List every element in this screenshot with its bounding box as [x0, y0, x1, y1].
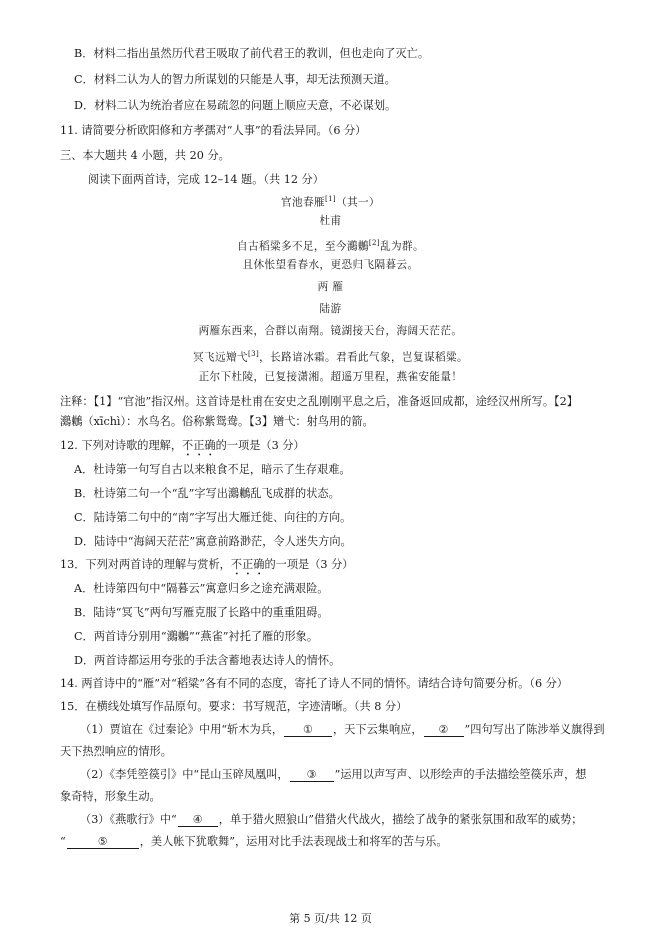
q15-part3-cont: “ ⑤ ，美人帐下犹歌舞”，运用对比手法表现战士和将军的苦与乐。 — [60, 835, 448, 848]
option-q10-c: C．材料二认为人的智力所谋划的只能是人事，却无法预测天道。 — [74, 73, 396, 86]
blank-4[interactable]: ④ — [178, 813, 218, 827]
poem2-line1: 两雁东西来，合群以南翔。镜湖接天台，海阔天茫茫。 — [198, 325, 463, 337]
notes-line1: 注释：【1】“官池”指汉州。这首诗是杜甫在安史之乱刚刚平息之后，准备返回成都，途经汉州所写。【2】 — [60, 395, 578, 408]
blank-5[interactable]: ⑤ — [67, 835, 139, 849]
poem1-line1: 自古稻粱多不足，至今鸂鶒[2]乱为群。 — [236, 239, 425, 253]
q15-part2: （2）《李凭箜篌引》中“昆山玉碎凤凰叫， ③ ”运用以声写声、以形绘声的手法描绘箜篌乐声，想 — [80, 768, 587, 781]
section-heading: 三、本大题共 4 小题，共 20 分。 — [60, 149, 230, 162]
q13-option-a: A．杜诗第四句中“隔暮云”寓意归乡之途充满艰险。 — [74, 582, 329, 595]
q13-option-d: D．两首诗都运用夸张的手法含蓄地表达诗人的情怀。 — [74, 654, 341, 667]
poem2-line3: 正尔下杜陵，已复接潇湘。超遥万里程，燕雀安能量！ — [198, 371, 463, 383]
blank-1[interactable]: ① — [284, 723, 332, 737]
page-number: 第 5 页/共 12 页 — [289, 912, 372, 925]
q12-option-b: B．杜诗第二句一个“乱”字写出鸂鶒乱飞成群的状态。 — [74, 487, 340, 500]
reading-intro: 阅读下面两首诗，完成 12–14 题。（共 12 分） — [88, 173, 324, 186]
footer-divider — [40, 903, 621, 904]
question-15-stem: 15．在横线处填写作品原句。要求：书写规范，字迹清晰。（共 8 分） — [60, 700, 408, 713]
q13-option-b: B．陆诗“冥飞”两句写雁克服了长路中的重重阻碍。 — [74, 606, 329, 619]
poem1-title: 官池春雁[1]（其一） — [280, 195, 381, 209]
question-12-stem: 12. 下列对诗歌的理解，不正确的一项是（3 分） — [60, 439, 305, 452]
option-q10-b: B．材料二指出虽然历代君王吸取了前代君王的教训，但也走向了灭亡。 — [74, 47, 430, 60]
q12-option-d: D．陆诗中“海阔天茫茫”寓意前路渺茫，令人迷失方向。 — [74, 535, 352, 548]
q15-part1: （1）贾谊在《过秦论》中用“斩木为兵， ① ，天下云集响应， ② ”四句写出了陈涉举义旗得到 — [80, 723, 605, 736]
q15-part1-cont: 天下热烈响应的情形。 — [60, 745, 172, 758]
question-11: 11. 请简要分析欧阳修和方孝孺对“人事”的看法异同。（6 分） — [60, 124, 367, 137]
option-q10-d: D．材料二认为统治者应在易疏忽的问题上顺应天意，不必谋划。 — [74, 99, 397, 112]
poem2-line2: 冥飞远矰弋[3]，长路谙冰霜。君看此气象，岂复谋稻粱。 — [193, 350, 468, 364]
question-14: 14. 两首诗中的“雁”对“稻粱”各有不同的态度，寄托了诗人不同的情怀。请结合诗句简要分析。（6 分） — [60, 677, 568, 690]
q15-part2-cont: 象奇特，形象生动。 — [60, 790, 161, 803]
blank-3[interactable]: ③ — [290, 768, 334, 782]
poem1-author: 杜甫 — [319, 215, 342, 227]
q15-part3: （3）《燕歌行》中“ ④ ，单于猎火照狼山”借猎火代战火，描绘了战争的紧张氛围和敌军的威势； — [80, 813, 583, 826]
q12-option-a: A．杜诗第一句写自古以来粮食不足，暗示了生存艰难。 — [74, 463, 351, 476]
poem2-author: 陆游 — [319, 303, 342, 315]
question-13-stem: 13．下列对两首诗的理解与赏析，不正确的一项是（3 分） — [60, 558, 354, 571]
poem2-title: 两 雁 — [317, 281, 344, 293]
poem1-line2: 且休怅望看春水，更恐归飞隔暮云。 — [242, 259, 419, 271]
q13-option-c: C．两首诗分别用“鸂鶒”“燕雀”衬托了雁的形象。 — [74, 630, 319, 643]
blank-2[interactable]: ② — [424, 723, 464, 737]
notes-line2: 鸂鶒（xīchì）：水鸟名。俗称紫鸳鸯。【3】矰弋：射鸟用的箭。 — [60, 415, 374, 428]
q12-option-c: C．陆诗第二句中的“南”字写出大雁迁徙、向往的方向。 — [74, 511, 352, 524]
